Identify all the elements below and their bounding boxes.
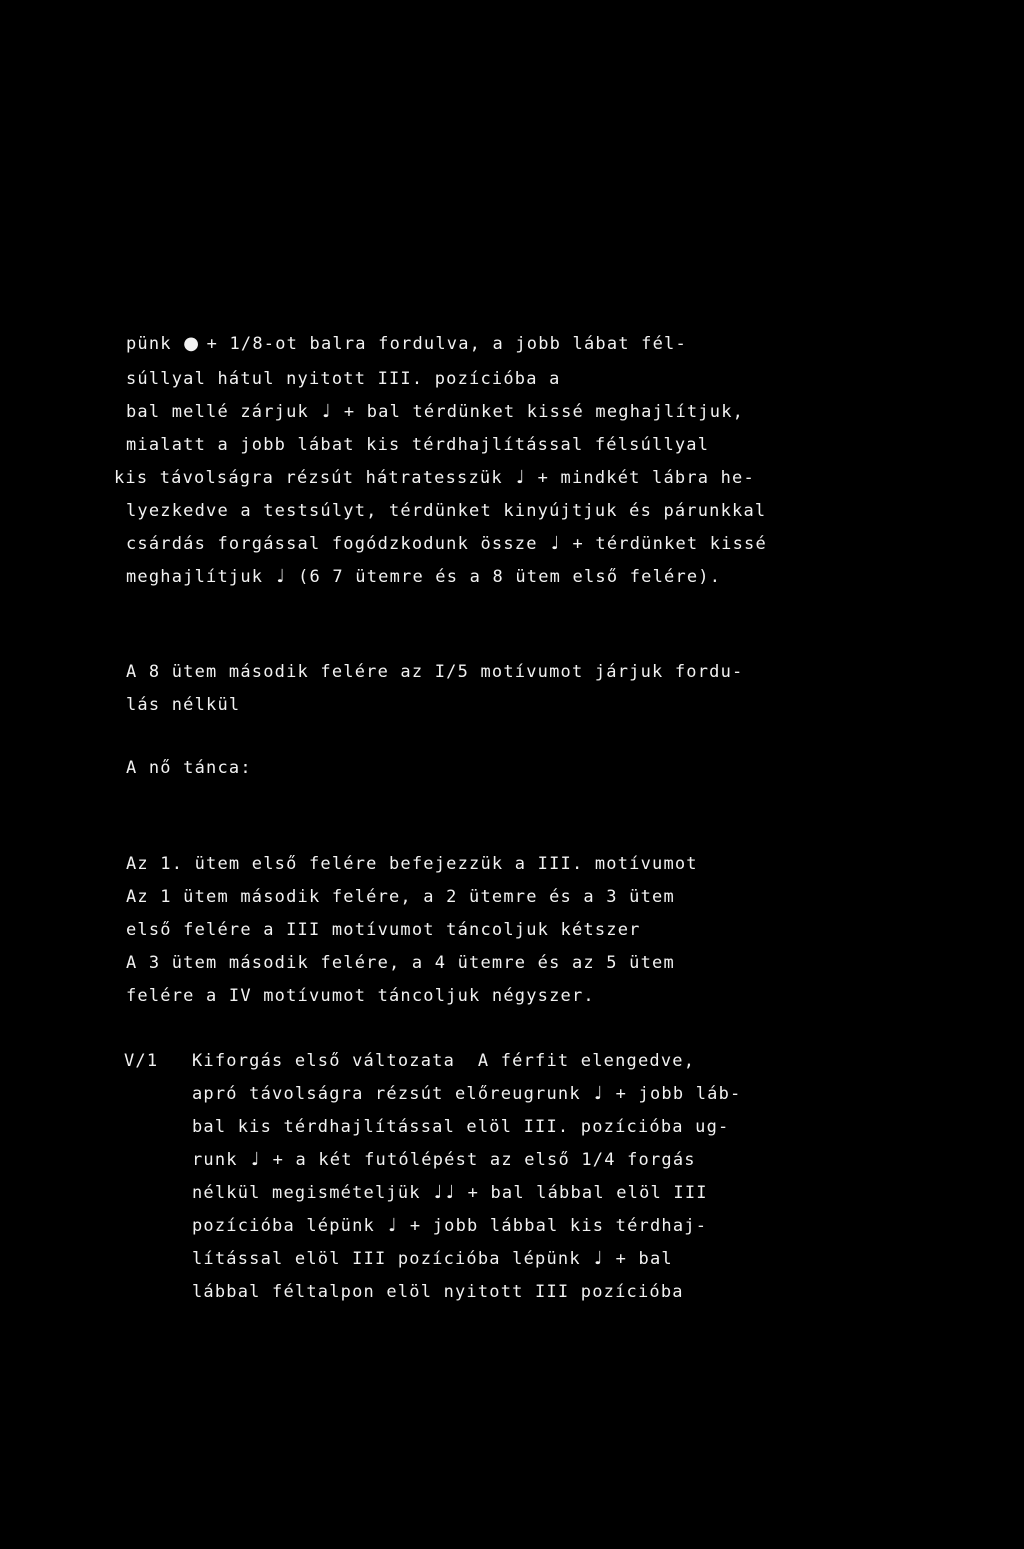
text-span: + bal bbox=[604, 1249, 673, 1269]
quarter-note-icon: ♩ bbox=[515, 467, 525, 488]
quarter-note-icon: ♩ bbox=[593, 1083, 603, 1104]
text-span: runk bbox=[192, 1150, 250, 1170]
text-line: Az 1 ütem második felére, a 2 ütemre és a 3 ütem bbox=[126, 887, 675, 907]
text-line: Az 1. ütem első felére befejezzük a III. motívumot bbox=[126, 854, 698, 874]
text-line bbox=[126, 401, 744, 423]
text-line: bal kis térdhajlítással elöl III. pozícióba ug- bbox=[192, 1117, 730, 1137]
quarter-note-icon: ♩ bbox=[550, 533, 560, 554]
text-span: + mindkét lábra he- bbox=[526, 468, 755, 488]
text-span: + térdünket kissé bbox=[561, 534, 767, 554]
text-line bbox=[192, 1215, 707, 1237]
quarter-note-icon: ♩ bbox=[593, 1248, 603, 1269]
section-number: V/1 bbox=[124, 1051, 159, 1071]
text-line bbox=[192, 1182, 708, 1204]
text-line bbox=[126, 333, 687, 355]
text-line: súllyal hátul nyitott III. pozícióba a bbox=[126, 369, 561, 389]
quarter-note-icon: ♩ bbox=[388, 1215, 397, 1236]
text-line: első felére a III motívumot táncoljuk kétszer bbox=[126, 920, 641, 940]
text-span: + jobb lábbal kis térdhaj- bbox=[398, 1216, 708, 1236]
quarter-note-icon: ♩ bbox=[322, 401, 331, 422]
text-span: kis távolságra rézsút hátratesszük bbox=[114, 468, 515, 488]
text-span: + bal térdünket kissé meghajlítjuk, bbox=[332, 402, 745, 422]
text-span: (6 7 ütemre és a 8 ütem első felére). bbox=[286, 567, 722, 587]
text-line bbox=[114, 467, 755, 489]
text-line: felére a IV motívumot táncoljuk négyszer. bbox=[126, 986, 595, 1006]
section-heading: A nő tánca: bbox=[126, 758, 252, 778]
text-span: + 1/8-ot balra fordulva, a jobb lábat fél- bbox=[195, 334, 687, 354]
text-span: pünk bbox=[126, 334, 184, 354]
text-span: + jobb láb- bbox=[604, 1084, 742, 1104]
quarter-note-icon: ♩ bbox=[433, 1182, 443, 1203]
quarter-note-icon: ♩ bbox=[276, 566, 285, 587]
text-line bbox=[192, 1083, 741, 1105]
text-line bbox=[126, 533, 767, 555]
quarter-note-icon: ♩ bbox=[250, 1149, 260, 1170]
text-line bbox=[192, 1149, 696, 1171]
text-span: lítással elöl III pozícióba lépünk bbox=[192, 1249, 593, 1269]
quarter-note-icon: ♩ bbox=[445, 1182, 455, 1203]
text-line: mialatt a jobb lábat kis térdhajlítással félsúllyal bbox=[126, 435, 710, 455]
text-line bbox=[126, 566, 721, 588]
text-line: lábbal féltalpon elöl nyitott III pozícióba bbox=[192, 1282, 684, 1302]
text-span: + bal lábbal elöl III bbox=[456, 1183, 708, 1203]
text-line: A 8 ütem második felére az I/5 motívumot járjuk fordu- bbox=[126, 662, 744, 682]
text-line: lás nélkül bbox=[126, 695, 241, 715]
text-span: bal mellé zárjuk bbox=[126, 402, 321, 422]
text-line bbox=[192, 1248, 673, 1270]
text-span: meghajlítjuk bbox=[126, 567, 275, 587]
text-span: apró távolságra rézsút előreugrunk bbox=[192, 1084, 593, 1104]
text-line: Kiforgás első változata A férfit elengedve, bbox=[192, 1051, 696, 1071]
text-line: A 3 ütem második felére, a 4 ütemre és az 5 ütem bbox=[126, 953, 675, 973]
text-span: + a két futólépést az első 1/4 forgás bbox=[261, 1150, 696, 1170]
dot-note-icon: ● bbox=[183, 333, 199, 354]
text-line: lyezkedve a testsúlyt, térdünket kinyújtjuk és párunkkal bbox=[126, 501, 767, 521]
text-span: pozícióba lépünk bbox=[192, 1216, 387, 1236]
text-span: csárdás forgással fogódzkodunk össze bbox=[126, 534, 550, 554]
text-span: nélkül megismételjük bbox=[192, 1183, 433, 1203]
